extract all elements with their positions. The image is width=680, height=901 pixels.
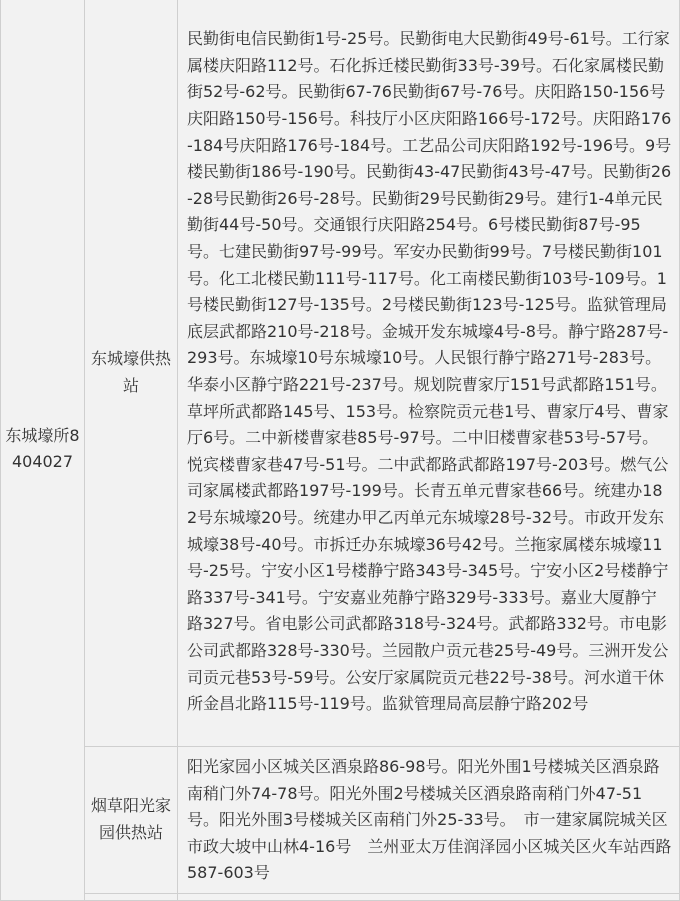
- table-row: [1, 0, 680, 747]
- station-cell: 烟草阳光家园供热站: [85, 747, 178, 894]
- address-list-cell: 阳光家园小区城关区酒泉路86-98号。阳光外围1号楼城关区酒泉路南稍门外74-78号。阳光外围2号楼城关区酒泉路南稍门外47-51号。阳光外围3号楼城关区南稍门外25-33号。 市一建家属院城关区市政大坡中山林4-16号 兰州亚太万佳润泽园小区城关区火车站西路587-603号: [178, 747, 680, 894]
- station-cell: 东城壕供热站: [85, 0, 178, 747]
- unit-cell: 东城壕所8404027: [1, 0, 85, 900]
- table-row: [1, 747, 680, 894]
- address-list-cell: 民勤街电信民勤街1号-25号。民勤街电大民勤街49号-61号。工行家属楼庆阳路112号。石化拆迁楼民勤街33号-39号。石化家属楼民勤街52号-62号。民勤街67-76民勤街67号-76号。庆阳路150-156号庆阳路150号-156号。科技厅小区庆阳路166号-172号。庆阳路176-184号庆阳路176号-184号。工艺品公司庆阳路192号-196号。9号楼民勤街186号-190号。民勤街43-47民勤街43号-47号。民勤街26-28号民勤街26号-28号。民勤街29号民勤街29号。建行1-4单元民勤街44号-50号。交通银行庆阳路254号。6号楼民勤街87号-95号。七建民勤街97号-99号。军安办民勤街99号。7号楼民勤街101号。化工北楼民勤111号-117号。化工南楼民勤街103号-109号。1号楼民勤街127号-135号。2号楼民勤街123号-125号。监狱管理局底层武都路210号-218号。金城开发东城壕4号-8号。静宁路287号-293号。东城壕10号东城壕10号。人民银行静宁路271号-283号。华泰小区静宁路221号-237号。规划院曹家厅151号武都路151号。草坪所武都路145号、153号。检察院贡元巷1号、曹家厅4号、曹家厅6号。二中新楼曹家巷85号-97号。二中旧楼曹家巷53号-57号。悦宾楼曹家巷47号-51号。二中武都路武都路197号-203号。燃气公司家属楼武都路197号-199号。长青五单元曹家巷66号。统建办182号东城壕20号。统建办甲乙丙单元东城壕28号-32号。市政开发东城壕38号-40号。市拆迁办东城壕36号42号。兰拖家属楼东城壕11号-25号。宁安小区1号楼静宁路343号-345号。宁安小区2号楼静宁路337号-341号。宁安嘉业苑静宁路329号-333号。嘉业大厦静宁路327号。省电影公司武都路318号-324号。武都路332号。市电影公司武都路328号-330号。兰园散户贡元巷25号-49号。三洲开发公司贡元巷53号-59号。公安厅家属院贡元巷22号-38号。河水道干休所金昌北路115号-119号。监狱管理局高层静宁路202号: [178, 0, 680, 747]
